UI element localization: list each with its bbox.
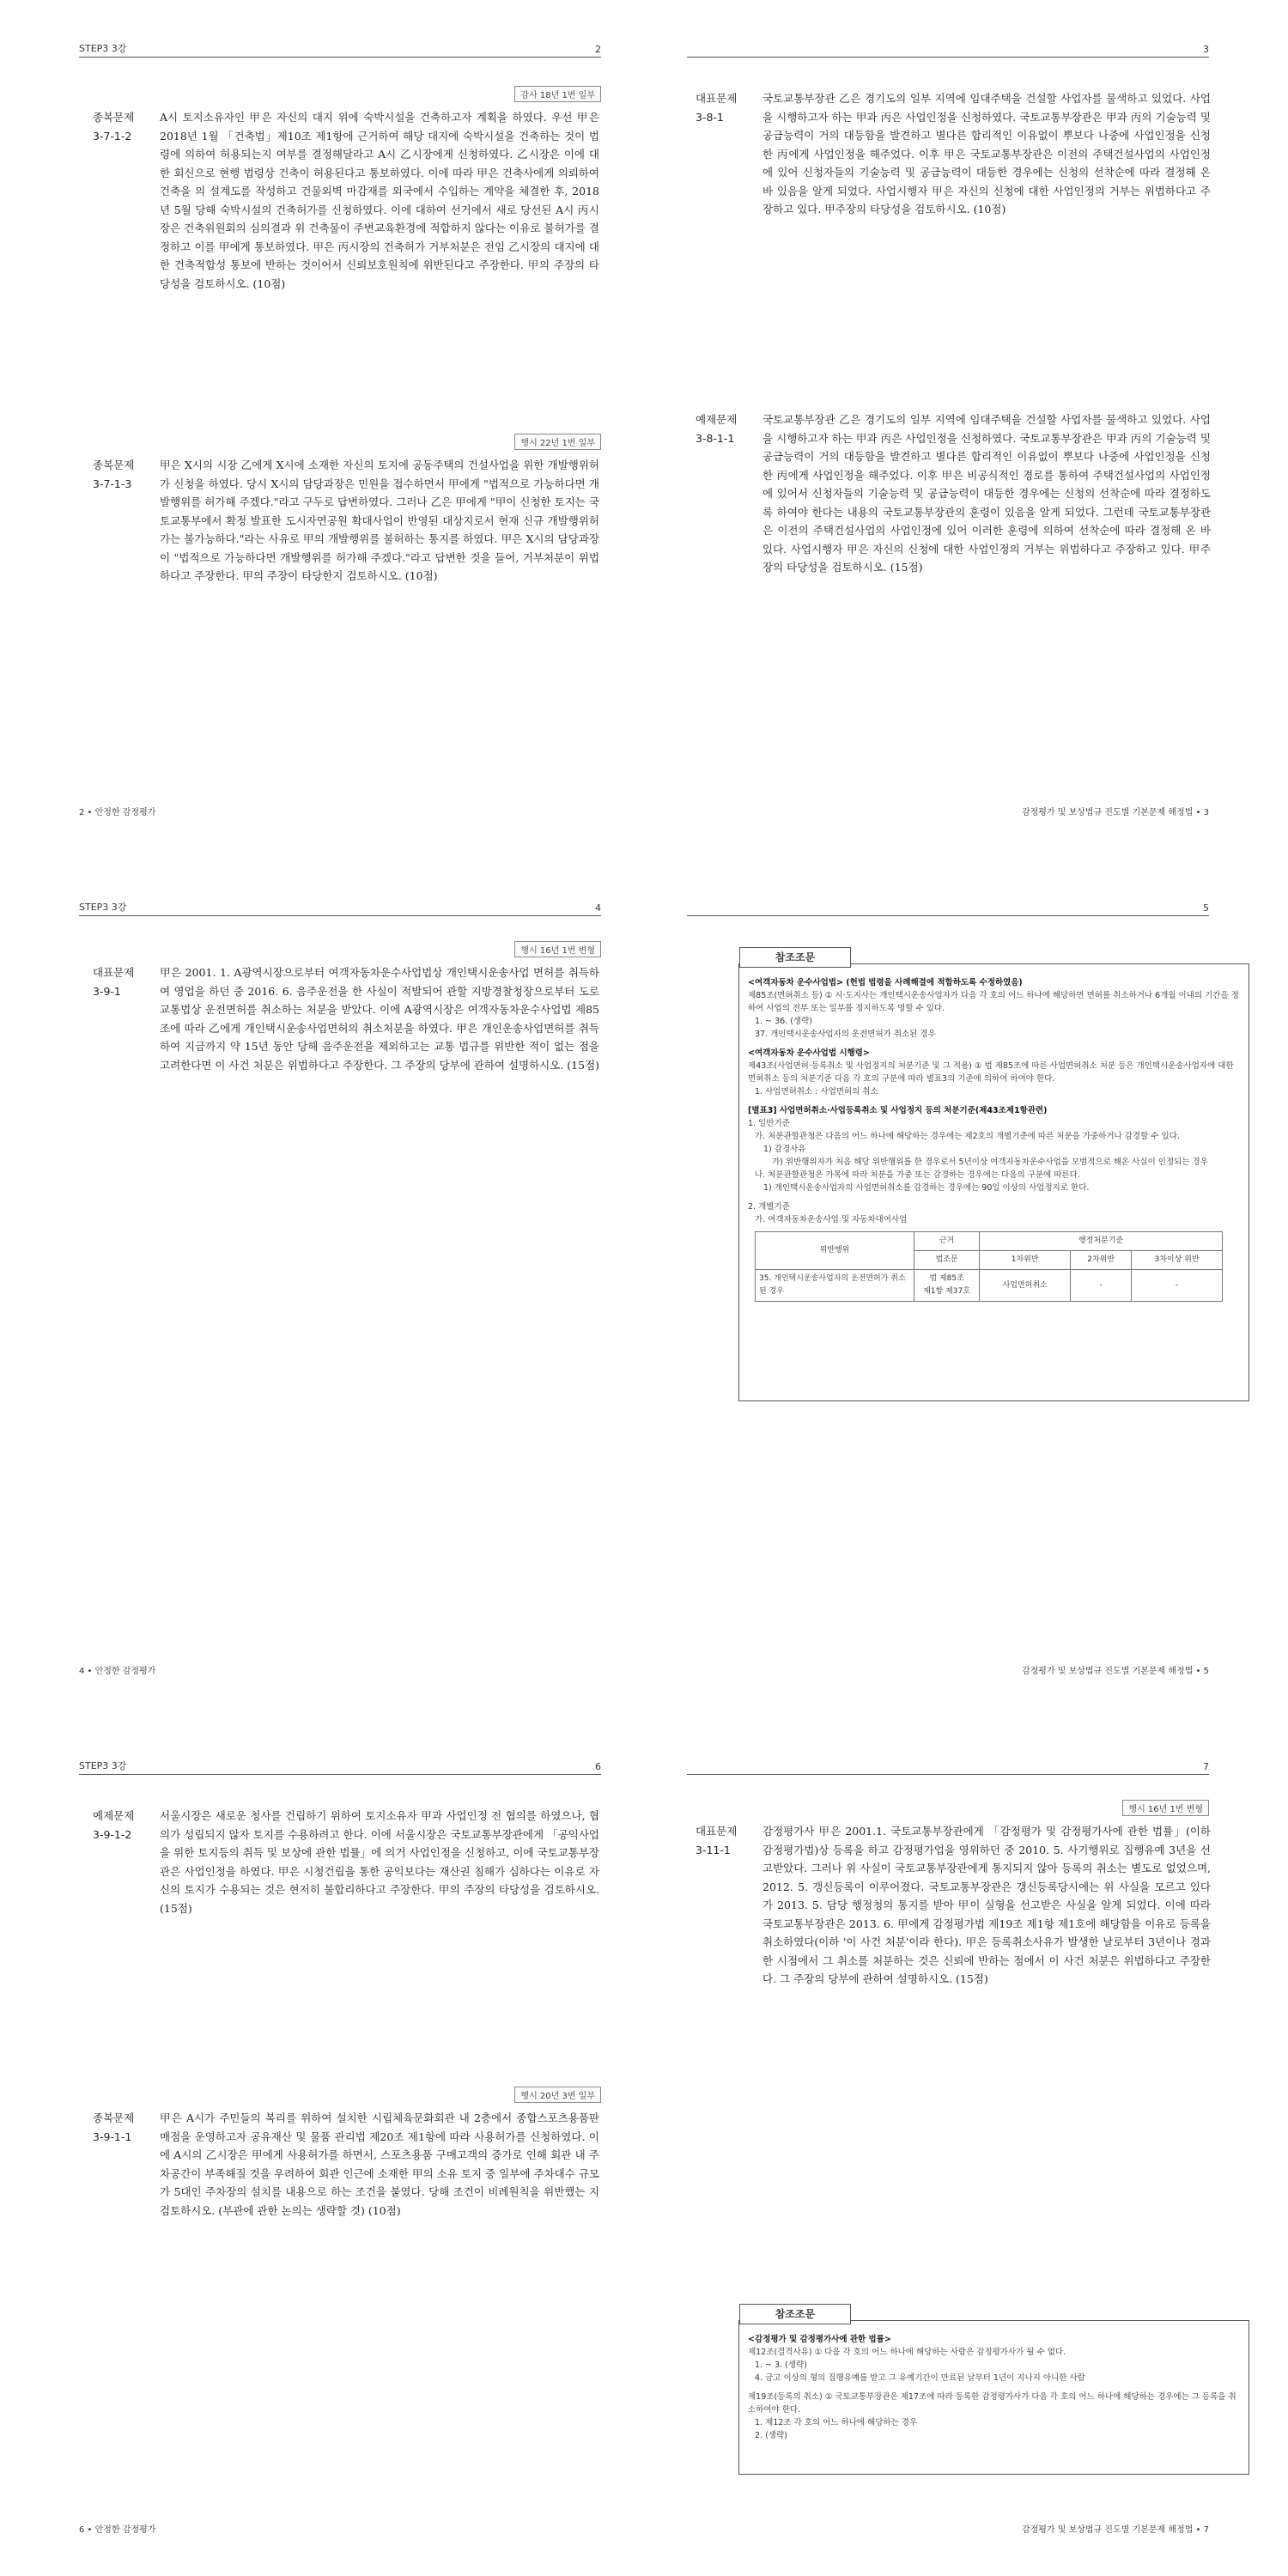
law-title: <여객자동차 운수사업법> (헌법 법령을 사례해결에 적합하도록 수정하였음) [748, 978, 1023, 987]
table-header: 법조문 [914, 1251, 979, 1270]
exam-source-tag: 행시 16년 1번 변형 [1122, 1800, 1209, 1816]
law-item: 나. 처분관할관청은 가목에 따라 처분을 가중 또는 감경하는 경우에는 다음의 구분에 따른다. [755, 1170, 1080, 1180]
reference-title: 참조조문 [739, 947, 851, 968]
table-cell: - [1071, 1270, 1132, 1302]
law-item: 1. 제12조 각 호의 어느 하나에 해당하는 경우 [755, 2418, 918, 2427]
law-item: 가. 처분관할관청은 다음의 어느 하나에 해당하는 경우에는 제2호의 개별기준에 따른 처분을 가중하거나 감경할 수 있다. [755, 1132, 1180, 1141]
page-footer: 감정평가 및 보상법규 진도별 기본문제 해정법 • 3 [1021, 808, 1209, 817]
step-label: STEP3 3강 [79, 902, 127, 913]
question-label: 예제문제 3-8-1-1 [696, 413, 738, 445]
law-item: 1. 사업면허취소 : 사업면허의 취소 [755, 1087, 878, 1097]
page-4 [0, 859, 644, 1717]
law-title: [별표3] 사업면허취소·사업등록취소 및 사업정지 등의 처분기준(제43조제1항관련) [748, 1106, 1048, 1115]
law-item: 2. (생략) [755, 2431, 787, 2440]
penalty-table [755, 1231, 1223, 1302]
question-text: 국토교통부장관 乙은 경기도의 일부 지역에 임대주택을 건설할 사업자를 물색하고 있었다. 사업을 시행하고자 하는 甲과 丙은 사업인정을 신청하였다. 국토교통부장관은 甲과 丙의 기술능력 및 공급능력이 거의 대등함을 발견하고 별다른 합리적인 이유없이 뿌보다 나중에 사업인정을 신청한 丙에게 사업인정을 해주었다. 이후 甲은 비공식적인 경로를 통하여 주택건설사업의 사업인정에 있어서 신청자들의 기술능력 및 공급능력이 대등한 경우에는 신청의 선착순에 따라 결정하도록 하여야 한다는 내용의 국토교통부장관의 훈령이 있음을 알게 되었다. 그런데 국토교통부장관은 이전의 주택건설사업의 사업인정에 있어 이러한 훈령에 의하여 선착순에 따라 결정해 온 바 있다. 사업시행자 甲은 자신의 신청에 대한 사업인정의 거부는 위법하다고 주장하고 있다. 甲주장의 타당성을 검토하시오. (15점) [762, 413, 1211, 574]
page-number: 7 [1203, 1761, 1209, 1772]
exam-source-tag: 행시 20년 3번 일부 [514, 2087, 601, 2103]
question-text: 甲은 X시의 시장 乙에게 X시에 소재한 자신의 토지에 공동주택의 건설사업을 위한 개발행위허가 신청을 하였다. 당시 X시의 담당과장은 민원을 접수하면서 甲에게 "법적으로 가능하다면 개발행위를 허가해 주겠다."라고 구두로 답변하였다. 그러나 乙은 甲에게 "甲이 신청한 토지는 국토교통부에서 확정 발표한 도시자연공원 확대사업이 반영된 대상지로서 현재 신규 개발행위허가는 불가능하다."라는 사유로 甲의 개발행위를 불허하는 통지를 하였다. 甲은 X시의 담당과장이 "법적으로 가능하다면 개발행위를 허가해 주겠다."라고 답변한 것을 들어, 거부처분이 위법하다고 주장한다. 甲의 주장이 타당한지 검토하시오. (10점) [160, 459, 599, 582]
table-header: 1차위반 [980, 1251, 1071, 1270]
question-label: 종복문제 3-7-1-3 [93, 459, 135, 490]
question-block [696, 410, 1211, 577]
law-item: 1. ~ 36. (생략) [755, 1017, 812, 1026]
law-item: 1. ~ 3. (생략) [755, 2360, 807, 2370]
page-header [687, 1760, 1209, 1775]
page-header [687, 43, 1209, 58]
table-header: 2차위반 [1071, 1251, 1132, 1270]
law-article: 제19조(등록의 취소) ① 국토교통부장관은 제17조에 따라 등록한 감정평가사가 다음 각 호의 어느 하나에 해당하는 경우에는 그 등록을 취소하여야 한다. [748, 2392, 1236, 2415]
law-article: 제43조(사업면허·등록취소 및 사업정지의 처분기준 및 그 적용) ① 법 제85조에 따른 사업면허취소 처분 등은 개인택시운송사업자에 대한 면허취소 등의 처분기준 다음 각 호의 구분에 따라 별표3의 기준에 의하여 하여야 한다. [748, 1061, 1234, 1084]
table-cell: - [1132, 1270, 1223, 1302]
table-cell: 35. 개인택시운송사업자의 운전면허가 취소된 경우 [756, 1270, 914, 1302]
table-header: 행정처분기준 [980, 1232, 1223, 1251]
question-block [696, 1822, 1211, 1989]
question-label: 대표문제 3-8-1 [696, 92, 738, 124]
question-block [696, 89, 1211, 219]
table-header: 위반행위 [756, 1232, 914, 1270]
table-header: 3차이상 위반 [1132, 1251, 1223, 1270]
table-cell: 사업면허취소 [980, 1270, 1071, 1302]
law-item: 37. 개인택시운송사업자의 운전면허가 취소된 경우 [755, 1030, 936, 1039]
question-label: 예제문제 3-9-1-2 [93, 1809, 135, 1841]
page-footer: 감정평가 및 보상법규 진도별 기본문제 해정법 • 5 [1021, 1667, 1209, 1676]
page-5 [644, 859, 1288, 1717]
question-block [93, 108, 599, 293]
table-cell: 법 제85조 제1항 제37호 [914, 1270, 979, 1302]
step-label: STEP3 3강 [79, 1760, 127, 1771]
page-2 [0, 0, 644, 859]
law-item: 1. 일반기준 [748, 1119, 790, 1128]
page-header [79, 1760, 601, 1775]
page-footer: 감정평가 및 보상법규 진도별 기본문제 해정법 • 7 [1021, 2525, 1209, 2535]
page-3 [644, 0, 1288, 859]
law-item: 가) 위반행위자가 처음 해당 위반행위를 한 경우로서 5년이상 여객자동차운수사업을 모범적으로 해온 사실이 인정되는 경우 [772, 1157, 1208, 1167]
law-item: 가. 여객자동차운송사업 및 자동차대여사업 [755, 1215, 908, 1224]
question-label: 대표문제 3-11-1 [696, 1825, 738, 1856]
table-row [756, 1270, 1223, 1302]
reference-title: 참조조문 [739, 2304, 851, 2324]
law-title: <여객자동차 운수사업법 시행령> [748, 1048, 870, 1058]
page-header [687, 902, 1209, 916]
question-text: 甲은 2001. 1. A광역시장으로부터 여객자동차운수사업법상 개인택시운송사업 면허를 취득하여 영업을 하던 중 2016. 6. 음주운전을 한 사실이 적발되어 관할 지방경찰청장으로부터 도로교통법상 운전면허를 취소하는 처분을 받았다. 이에 A광역시장은 여객자동차운수사업법 제85조에 따라 乙에게 개인택시운송사업면허의 취소처분을 하였다. 甲은 개인운송사업면허를 취득하여 지금까지 약 15년 동안 당해 음주운전을 제외하고는 교통 법규를 위반한 적이 없는 점을 고려한다면 이 사건 처분은 위법하다고 주장한다. 그 주장의 당부에 관하여 설명하시오. (15점) [160, 966, 600, 1072]
page-7 [644, 1717, 1288, 2576]
reference-box [738, 2308, 1249, 2475]
question-text: 서울시장은 새로운 청사를 건립하기 위하여 토지소유자 甲과 사업인정 전 협의를 하였으나, 협의가 성립되지 않자 토지를 수용하려고 한다. 이에 서울시장은 국토교통부장관에게 「공익사업을 위한 토지등의 취득 및 보상에 관한 법률」에 의거 사업인정을 신청하고, 이에 국토교통부장관은 사업인정을 하였다. 甲은 시청건립을 통한 공익보다는 재산권 침해가 심하다는 이유로 자신의 토지가 수용되는 것은 현저히 불합리하다고 주장한다. 甲의 주장의 타당성을 검토하시오. (15점) [160, 1809, 599, 1915]
exam-source-tag: 감사 18년 1번 일부 [514, 86, 601, 102]
question-label: 종복문제 3-9-1-1 [93, 2111, 135, 2143]
law-title: <감정평가 및 감정평가사에 관한 법률> [748, 2335, 891, 2344]
question-label: 대표문제 3-9-1 [93, 966, 135, 998]
page-number: 3 [1203, 44, 1209, 55]
law-item: 2. 개별기준 [748, 1202, 790, 1212]
question-block [93, 456, 599, 586]
page-6 [0, 1717, 644, 2576]
step-label: STEP3 3강 [79, 43, 127, 54]
reference-box [738, 951, 1249, 1401]
law-article: 제85조(면허취소 등) ① 시·도지사는 개인택시운송사업자가 다음 각 호의 어느 하나에 해당하면 면허를 취소하거나 6개월 이내의 기간을 정하여 사업의 전부 또는 일부를 정지하도록 명할 수 있다. [748, 991, 1239, 1013]
law-item: 1) 감경사유 [763, 1145, 806, 1154]
page-footer: 4 • 안정한 감정평가 [79, 1667, 156, 1676]
exam-source-tag: 행시 22년 1번 일부 [514, 434, 601, 450]
table-header: 근거 [914, 1232, 979, 1251]
question-block [93, 1807, 599, 1917]
question-text: A시 토지소유자인 甲은 자신의 대지 위에 숙박시설을 건축하고자 계획을 하였다. 우선 甲은 2018년 1월 「건축법」제10조 제1항에 근거하여 해당 대지에 숙박시설을 건축하는 것이 법령에 의하여 허용되는지 여부를 결정해달라고 A시 乙시장에게 신청하였다. 乙시장은 이에 대한 회신으로 현행 법령상 건축이 허용된다고 통보하였다. 이에 따라 甲은 건축사에게 의뢰하여 건축을 의 설계도를 작성하고 건물외벽 마감재를 외국에서 수입하는 계약을 체결한 후, 2018년 5월 당해 숙박시설의 건축허가를 신청하였다. 이에 대하여 선거에서 새로 당선된 A시 丙시장은 건축위원회의 심의결과 위 건축물이 주변교육환경에 적합하지 않다는 이유로 불허가를 결정하고 이를 甲에게 통보하였다. 甲은 丙시장의 건축허가 거부처분은 전임 乙시장의 대지에 대한 건축적합성 통보에 반하는 것이어서 신뢰보호원칙에 위반된다고 주장한다. 甲의 주장의 타당성을 검토하시오. (10점) [160, 111, 599, 290]
question-label: 종복문제 3-7-1-2 [93, 111, 135, 143]
page-header [79, 43, 601, 58]
page-header [79, 902, 601, 916]
question-block [93, 2109, 599, 2220]
law-article: 제12조(결격사유) ① 다음 각 호의 어느 하나에 해당하는 사람은 감정평가사가 될 수 없다. [748, 2348, 1066, 2357]
page-number: 6 [595, 1761, 601, 1772]
law-item: 1) 개인택시운송사업자의 사업면허취소를 감경하는 경우에는 90일 이상의 사업정지로 한다. [763, 1183, 1090, 1193]
exam-source-tag: 행시 16년 1번 변형 [514, 941, 601, 957]
page-footer: 6 • 안정한 감정평가 [79, 2525, 156, 2535]
question-text: 甲은 A시가 주민들의 복리를 위하여 설치한 시립체육문화회관 내 2층에서 종합스포츠용품판매점을 운영하고자 공유재산 및 물품 관리법 제20조 제1항에 따라 사용허가를 신청하였다. 이에 A시의 乙시장은 甲에게 사용허가를 하면서, 스포츠용품 구매고객의 증가로 인해 회관 내 주차공간이 부족해질 것을 우려하여 회관 인근에 소재한 甲의 소유 토지 중 일부에 주차대수 규모가 5대인 주차장의 설치를 내용으로 하는 조건을 붙였다. 당해 조건이 비례원칙을 위반했는 지 검토하시오. (부관에 관한 논의는 생략할 것) (10점) [160, 2111, 599, 2217]
question-block [93, 963, 599, 1074]
page-number: 4 [595, 902, 601, 914]
page-number: 5 [1203, 902, 1209, 914]
law-item: 4. 금고 이상의 형의 집행유예를 받고 그 유예기간이 만료된 날부터 1년이 지나지 아니한 사람 [755, 2373, 1085, 2383]
question-text: 국토교통부장관 乙은 경기도의 일부 지역에 임대주택을 건설할 사업자를 물색하고 있었다. 사업을 시행하고자 하는 甲과 丙은 사업인정을 신청하였다. 국토교통부장관은 甲과 丙의 기술능력 및 공급능력이 거의 대등함을 발견하고 별다른 합리적인 이유없이 뿌보다 나중에 사업인정을 신청한 丙에게 사업인정을 해주었다. 이후 甲은 국토교통부장관은 이전의 주택건설사업의 사업인정에 있어 신청자들의 기술능력 및 공급능력이 대등한 경우에는 신청의 선착순에 따라 결정해 온 바 있음을 알게 되었다. 사업시행자 甲은 자신의 신청에 대한 사업인정의 거부는 위법하다고 주장하고 있다. 甲주장의 타당성을 검토하시오. (10점) [762, 92, 1211, 216]
page-footer: 2 • 안정한 감정평가 [79, 808, 156, 817]
question-text: 감정평가사 甲은 2001.1. 국토교통부장관에게 「감정평가 및 감정평가사에 관한 법률」(이하 감정평가법)상 등록을 하고 감정평가업을 영위하던 중 2010. 5. 사기행위로 집행유예 3년을 선고받았다. 그러나 위 사실이 국토교통부장관에게 통지되지 않아 등록의 취소는 별도로 없었으며, 2012. 5. 갱신등록이 이루어졌다. 국토교통부장관은 갱신등록당시에는 위 사실을 모르고 있다가 2013. 5. 담당 행정청의 통지를 받아 甲이 실형을 선고받은 사실을 알게 되었다. 이에 따라 국토교통부장관은 2013. 6. 甲에게 감정평가법 제19조 제1항 제1호에 해당함을 이유로 등록을 취소하였다(이하 '이 사건 처분'이라 한다). 甲은 등록취소사유가 발생한 날로부터 3년이나 경과한 시점에서 그 취소를 처분하는 것은 신뢰에 반하는 점에서 이 사건 처분은 위법하다고 주장한다. 그 주장의 당부에 관하여 설명하시오. (15점) [762, 1825, 1211, 1985]
page-number: 2 [595, 44, 601, 55]
